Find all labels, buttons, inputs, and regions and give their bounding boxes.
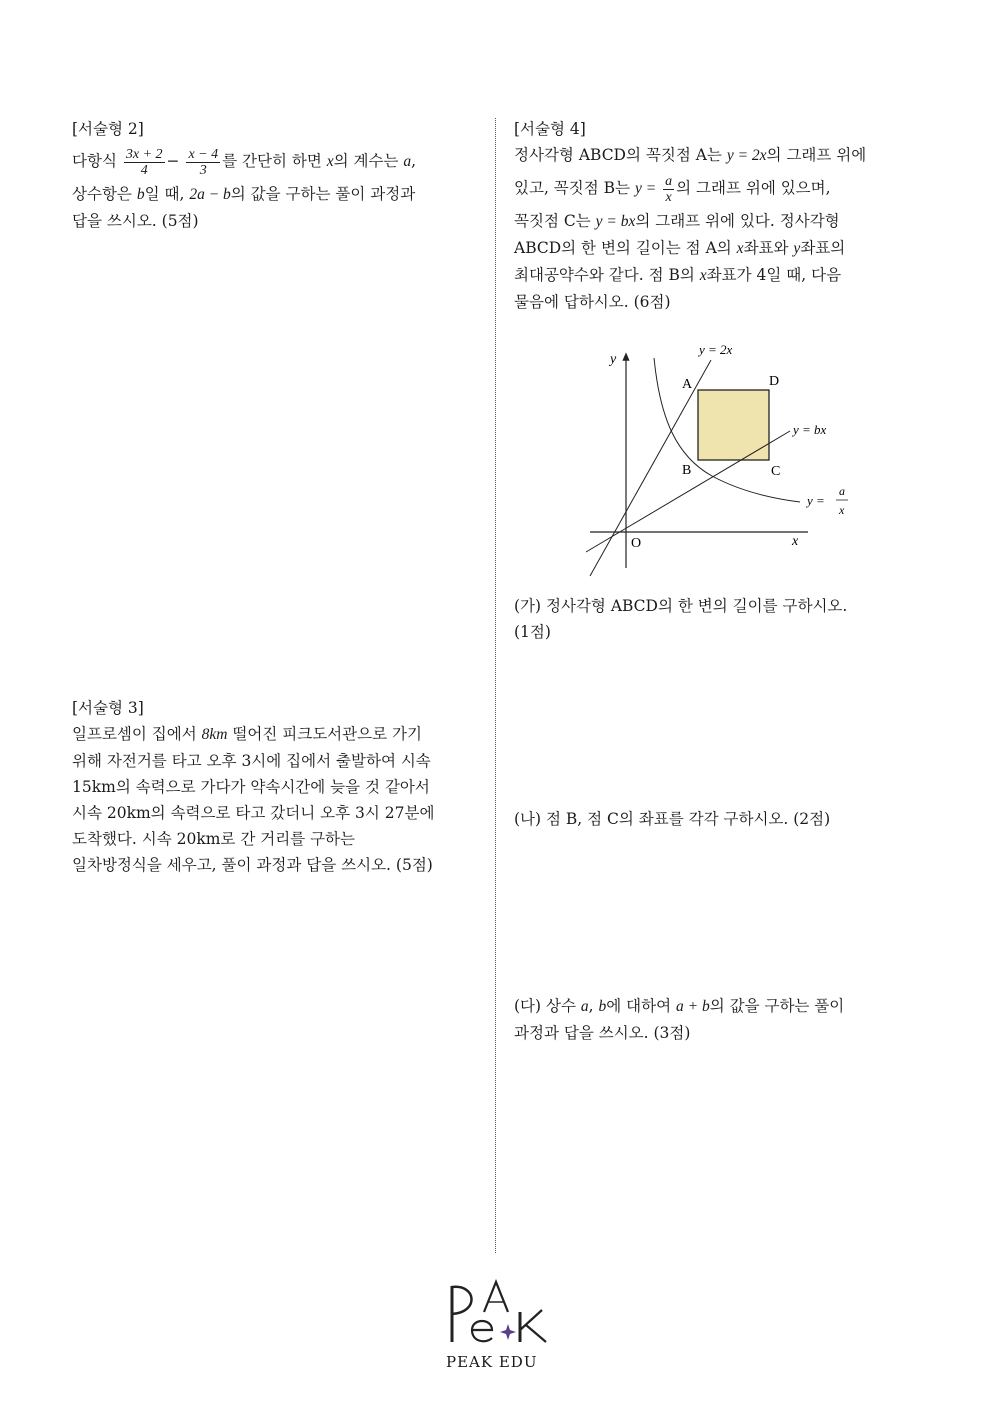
question-2-line-1: 다항식 $\frac{3x + 2}{4}$ − $\frac{x - 4}{3}$ 를 간단히 하면 x의 계수는 a, (72, 146, 417, 178)
question-2-line-3: 답을 쓰시오. (5점) (72, 212, 199, 230)
line-y-bx-label: y = bx (793, 422, 827, 437)
point-c-label: C (771, 464, 781, 479)
question-4-part-c: (다) 상수 a, b에 대하여 a + b의 값을 구하는 풀이 과정과 답을 쓰시오. (3점) (514, 997, 845, 1042)
question-4 (514, 118, 934, 315)
point-d-label: D (769, 374, 780, 389)
fraction-1: $\frac{3x + 2}{4}$ (125, 146, 163, 178)
question-4-part-a: (가) 정사각형 ABCD의 한 변의 길이를 구하시오. (1점) (514, 597, 848, 641)
coordinate-graph (578, 338, 868, 578)
fraction-2: $\frac{x - 4}{3}$ (188, 146, 219, 178)
question-4-line-4: ABCD의 한 변의 길이는 점 A의 x좌표와 y좌표의 (514, 239, 846, 257)
question-4-part-b: (나) 점 B, 점 C의 좌표를 각각 구하시오. (2점) (514, 810, 831, 828)
question-3-line-1: 일프로셈이 집에서 8km 떨어진 피크도서관으로 가기 (72, 725, 422, 743)
y-axis-label: y (610, 352, 617, 367)
question-4-header: [서술형 4] (514, 120, 586, 138)
fraction-a-over-x: $\frac{a}{x}$ (665, 173, 673, 205)
column-divider (495, 118, 496, 1253)
question-3-line-2: 위해 자전거를 타고 오후 3시에 집에서 출발하여 시속 (72, 752, 431, 770)
curve-label-den: x (839, 503, 845, 517)
question-4-line-5: 최대공약수와 같다. 점 B의 x좌표가 4일 때, 다음 (514, 266, 842, 284)
point-b-label: B (682, 463, 692, 478)
question-4-line-3: 꼭짓점 C는 y = bx의 그래프 위에 있다. 정사각형 (514, 212, 840, 230)
question-3-line-5: 도착했다. 시속 20km로 간 거리를 구하는 (72, 830, 355, 848)
question-4-line-1: 정사각형 ABCD의 꼭짓점 A는 y = 2x의 그래프 위에 (514, 146, 867, 164)
question-3 (72, 697, 487, 878)
line-y-2x (590, 360, 711, 576)
question-3-line-6: 일차방정식을 세우고, 풀이 과정과 답을 쓰시오. (5점) (72, 856, 433, 874)
footer-logo-text: PEAK EDU (446, 1353, 538, 1371)
line-y-2x-label: y = 2x (699, 342, 733, 357)
question-2 (72, 118, 482, 234)
point-a-label: A (682, 377, 693, 392)
origin-label: O (631, 536, 642, 551)
question-3-line-4: 시속 20km의 속력으로 타고 갔더니 오후 3시 27분에 (72, 804, 435, 822)
curve-label-lhs: y = (807, 493, 825, 508)
peak-logo (446, 1278, 550, 1348)
curve-label-num: a (839, 484, 845, 498)
question-3-header: [서술형 3] (72, 699, 144, 717)
star-icon (500, 1324, 516, 1340)
x-axis-label: x (792, 534, 799, 549)
line-y-bx (586, 431, 790, 552)
question-3-line-3: 15km의 속력으로 가다가 약속시간에 늦을 것 같아서 (72, 778, 430, 796)
question-2-line-2: 상수항은 b일 때, 2a − b의 값을 구하는 풀이 과정과 (72, 185, 416, 203)
question-2-header: [서술형 2] (72, 120, 144, 138)
question-4-line-2: 있고, 꼭짓점 B는 y = $\frac{a}{x}$ 의 그래프 위에 있으며, (514, 173, 831, 205)
question-4-line-6: 물음에 답하시오. (6점) (514, 293, 671, 311)
